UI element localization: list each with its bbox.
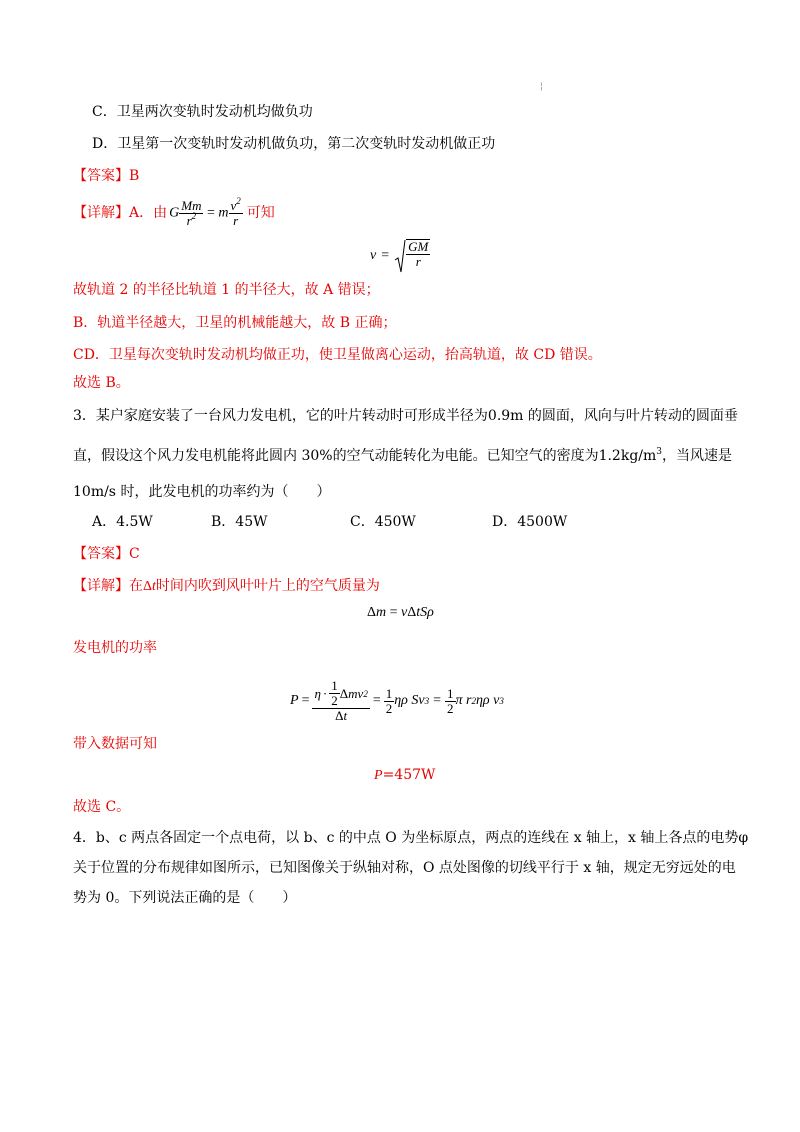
q3-stem-line2-sup: 3 <box>656 447 663 457</box>
detail-intro-tail: 可知 <box>246 205 275 221</box>
detail-bracket: 【详解】 <box>73 578 129 594</box>
q3-option-d: D．4500W <box>492 514 568 530</box>
detail-pre: 在 <box>129 578 143 594</box>
q2-answer <box>73 166 139 186</box>
answer-value: B <box>129 168 140 184</box>
q3-substitute-label: 带入数据可知 <box>73 736 157 752</box>
answer-bracket: 【答案】 <box>73 168 129 184</box>
q2-detail-line <box>73 196 275 230</box>
detail-post: 时间内吹到风叶叶片上的空气质量为 <box>155 578 380 594</box>
detail-intro: A．由 <box>129 205 168 221</box>
q2-line-a: 故轨道 2 的半径比轨道 1 的半径大，故 A 错误； <box>73 282 380 298</box>
q3-option-c: C．450W <box>350 514 416 530</box>
q3-result <box>374 765 435 786</box>
q2-line-cd: CD．卫星每次变轨时发动机均做正功，使卫星做离心运动，抬高轨道，故 CD 错误。 <box>73 347 602 363</box>
q3-option-a: A．4.5W <box>92 514 153 530</box>
result-symbol: P <box>374 768 383 783</box>
q3-stem-line2-a: 直，假设这个风力发电机能将此圆内 30%的空气动能转化为电能。已知空气的密度为1.2kg/m <box>73 448 657 464</box>
q3-stem-line1: 3．某户家庭安装了一台风力发电机，它的叶片转动时可形成半径为0.9m 的圆面，风向与叶片转动的圆面垂 <box>73 408 738 424</box>
q2-line-b: B．轨道半径越大，卫星的机械能越大，故 B 正确； <box>73 315 397 331</box>
gravity-equation: G $\frac{Mm}{r^2}$ = m $\frac{v^2}{r}$ <box>169 195 241 228</box>
q3-power-label: 发电机的功率 <box>73 640 157 656</box>
sqrt-sign-icon <box>394 238 406 274</box>
delta-t-symbol: Δt <box>143 579 156 594</box>
mass-equation: Δm = vΔtSρ <box>367 605 434 620</box>
q3-stem-line2 <box>73 446 732 466</box>
q2-option-c: C．卫星两次变轨时发动机均做负功 <box>92 104 313 120</box>
q4-line1: 4．b、c 两点各固定一个点电荷，以 b、c 的中点 O 为坐标原点，两点的连线在 x 轴上，x 轴上各点的电势φ <box>73 830 749 846</box>
velocity-equation: v = $\frac{GM}{r}$ <box>370 238 430 274</box>
detail-bracket: 【详解】 <box>73 205 129 221</box>
q3-conclusion: 故选 C。 <box>73 799 131 815</box>
q3-answer <box>73 544 140 564</box>
q3-stem-line3: 10m/s 时，此发电机的功率约为（ ） <box>73 484 331 500</box>
q3-option-b: B．45W <box>211 514 268 530</box>
q2-option-d: D．卫星第一次变轨时发动机做负功，第二次变轨时发动机做正功 <box>92 136 496 152</box>
result-value: =457W <box>382 767 436 783</box>
header-mark: ¦ <box>540 82 544 92</box>
q3-stem-line2-b: ，当风速是 <box>662 448 733 464</box>
q3-detail-line <box>73 576 380 597</box>
answer-value: C <box>129 546 140 562</box>
q4-line2: 关于位置的分布规律如图所示，已知图像关于纵轴对称，O 点处图像的切线平行于 x 轴，规定无穷远处的电 <box>73 860 736 876</box>
answer-bracket: 【答案】 <box>73 546 129 562</box>
q2-conclusion: 故选 B。 <box>73 375 130 391</box>
power-equation: P = η · $\frac{1}{2}$ Δ mv 2 Δt = $\frac{1}{2}$ ηρ Sv 3 = $\frac{1}{2}$ π r 2 ηρ v 3 <box>290 678 504 723</box>
q4-line3: 势为 0。下列说法正确的是（ ） <box>73 890 297 906</box>
